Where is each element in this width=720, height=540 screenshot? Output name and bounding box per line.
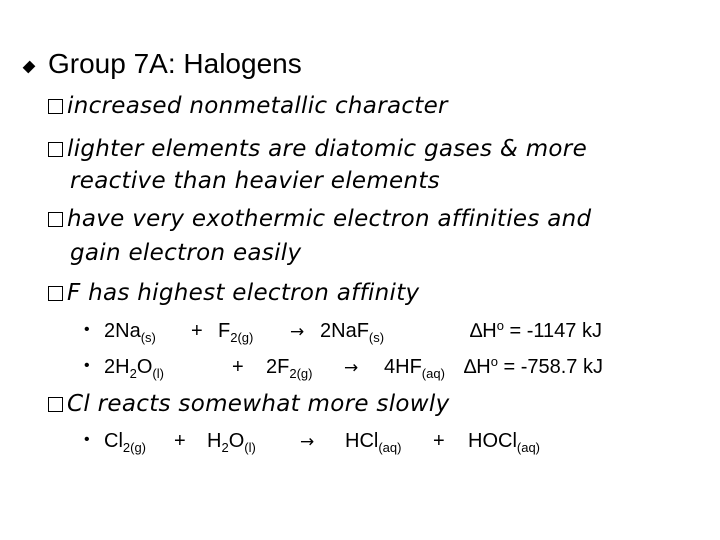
plus-sign: +	[174, 430, 186, 452]
equation-term: $4HF_{(aq)}$	[384, 356, 445, 381]
diamond-bullet-icon	[23, 61, 36, 74]
equation-row: • $2Na_{(s)}$	[84, 320, 156, 345]
enthalpy-change: $\Delta H^o = -758.7$ kJ	[464, 354, 603, 378]
reaction-arrow-icon: →	[300, 432, 315, 452]
equation-row: • $2H_2O_{(l)}$	[84, 356, 164, 381]
equation-term: 2NaF$_{(s)}$	[320, 320, 385, 345]
plus-sign: +	[232, 356, 244, 378]
checkbox-bullet-icon	[48, 286, 63, 301]
checkbox-bullet-icon	[48, 99, 63, 114]
bullet-continuation: gain electron easily	[70, 240, 302, 266]
bullet-dot-icon: •	[84, 431, 90, 448]
bullet-item: F has highest electron affinity	[48, 280, 419, 306]
reaction-arrow-icon: →	[290, 322, 305, 342]
bullet-item: lighter elements are diatomic gases & more	[48, 136, 587, 162]
equation-row: • $Cl_{2(g)}$	[84, 430, 147, 455]
bullet-item: have very exothermic electron affinities and	[48, 206, 591, 232]
enthalpy-change: $\Delta H^o = -1147$ kJ	[470, 318, 602, 342]
plus-sign: +	[433, 430, 445, 452]
bullet-item: increased nonmetallic character	[48, 93, 448, 119]
checkbox-bullet-icon	[48, 397, 63, 412]
reaction-arrow-icon: →	[344, 358, 359, 378]
checkbox-bullet-icon	[48, 142, 63, 157]
equation-term: $H_2O_{(l)}$	[207, 430, 256, 455]
slide-title: Group 7A: Halogens	[48, 48, 302, 79]
checkbox-bullet-icon	[48, 212, 63, 227]
bullet-item: Cl reacts somewhat more slowly	[48, 391, 450, 417]
equation-term: $F_{2(g)}$	[218, 320, 254, 345]
bullet-continuation: reactive than heavier elements	[70, 168, 440, 194]
bullet-dot-icon: •	[84, 321, 90, 338]
equation-term: HCl$_{(aq)}$	[345, 430, 402, 455]
equation-term: HOCl$_{(aq)}$	[468, 430, 541, 455]
bullet-dot-icon: •	[84, 357, 90, 374]
plus-sign: +	[191, 320, 203, 342]
equation-term: $2F_{2(g)}$	[266, 356, 313, 381]
